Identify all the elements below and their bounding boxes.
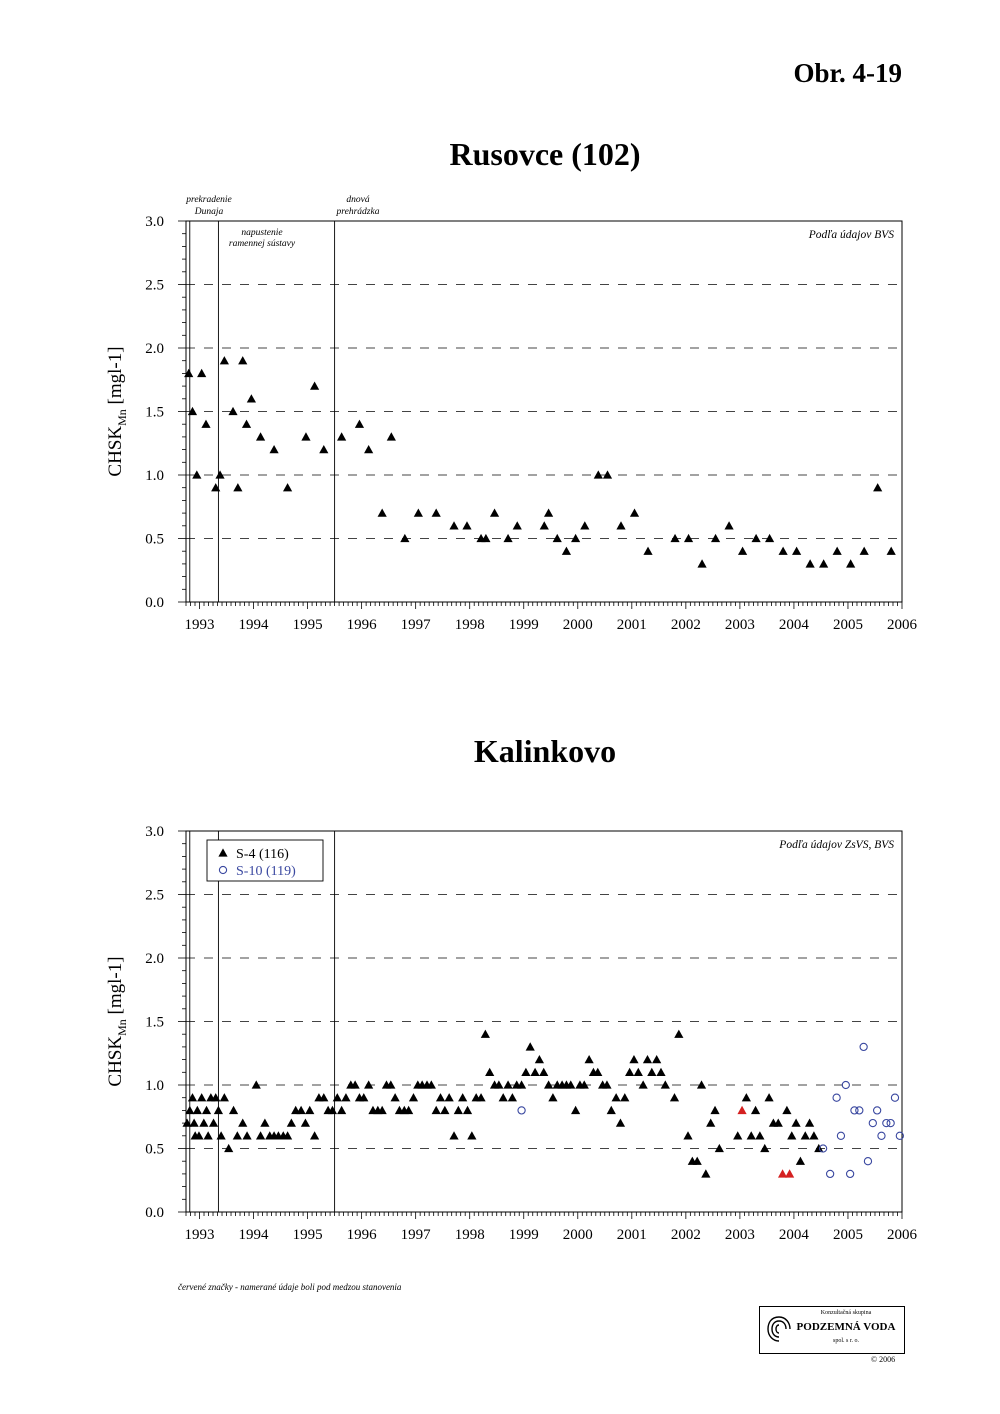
y-axis-label: $CHSK_{Mn}$ [mgl-1] [105,346,129,477]
data-point [620,1093,629,1101]
data-point [197,1093,206,1101]
data-point [860,547,869,555]
data-point [801,1131,810,1139]
data-point [454,1106,463,1114]
y-tick-label: 0.5 [145,1141,164,1158]
data-point [188,1093,197,1101]
chart-kalinkovo [0,800,1000,1270]
data-point [190,1119,199,1127]
source-note: Podľa údajov ZsVS, BVS [779,839,894,851]
data-point [337,1106,346,1114]
x-tick-label: 1997 [400,1227,431,1243]
x-tick-label: 2001 [616,1227,647,1243]
x-tick-label: 1998 [454,1227,485,1243]
x-tick-label: 1996 [346,617,377,633]
data-point [400,534,409,542]
data-point [462,521,471,529]
data-point [193,1106,202,1114]
data-point [440,1106,449,1114]
data-point [209,1119,218,1127]
x-tick-label: 1995 [292,617,323,633]
data-point [806,559,815,567]
data-point [697,559,706,567]
x-tick-label: 1993 [184,617,215,633]
y-tick-label: 1.5 [145,1014,164,1031]
data-point [301,432,310,440]
data-point [539,1068,548,1076]
data-point [337,432,346,440]
data-point [220,1093,229,1101]
x-tick-label: 1995 [292,1227,323,1243]
data-point [684,534,693,542]
data-point [467,1131,476,1139]
data-point [199,1119,208,1127]
data-point [860,1043,867,1050]
y-tick-label: 2.5 [145,887,164,904]
data-point [192,470,201,478]
data-point [197,369,206,377]
data-point [643,1055,652,1063]
data-point [856,1107,863,1114]
chart-title-rusovce: Rusovce (102) [449,136,641,172]
data-point [247,394,256,402]
data-point [229,1106,238,1114]
data-point [242,1131,251,1139]
data-point [585,1055,594,1063]
x-tick-label: 2000 [562,1227,593,1243]
data-point [785,1169,794,1177]
data-point [513,521,522,529]
x-tick-label: 1994 [238,617,269,633]
chart-rusovce [0,190,1000,660]
data-point [233,483,242,491]
data-point [715,1144,724,1152]
data-point [319,445,328,453]
legend-label: S-10 (119) [236,864,296,879]
y-tick-label: 0.0 [145,595,164,611]
data-point [378,509,387,517]
data-point [355,420,364,428]
data-point [571,1106,580,1114]
x-tick-label: 2005 [832,1227,863,1243]
x-tick-label: 2003 [724,1227,755,1243]
data-point [215,470,224,478]
event-label: ramennej sústavy [228,239,296,249]
data-point [656,1068,665,1076]
data-point [580,521,589,529]
data-point [887,1120,894,1127]
data-point [819,559,828,567]
data-point [792,547,801,555]
data-point [805,1119,814,1127]
y-tick-label: 3.0 [145,214,164,230]
data-point [260,1119,269,1127]
y-tick-label: 2.5 [145,277,164,294]
data-point [432,1106,441,1114]
y-tick-label: 1.0 [145,1078,164,1094]
data-point [661,1080,670,1088]
data-point [414,509,423,517]
data-point [333,1093,342,1101]
data-point [481,1030,490,1038]
event-label: prekradenie [186,195,232,205]
data-point [827,1170,834,1177]
x-tick-label: 2002 [670,617,701,633]
data-point [220,356,229,364]
data-point [202,1106,211,1114]
event-label: dnová [346,195,370,205]
x-tick-label: 2006 [887,1227,917,1243]
data-point [864,1158,871,1165]
x-tick-label: 1997 [400,617,431,633]
data-point [765,534,774,542]
data-point [747,1131,756,1139]
data-point [503,534,512,542]
data-point [711,534,720,542]
data-point [238,1119,247,1127]
logo-line-2: PODZEMNÁ VODA [796,1321,896,1333]
plot-frame [186,831,902,1212]
data-point [535,1055,544,1063]
data-point [706,1119,715,1127]
data-point [571,534,580,542]
data-point [364,445,373,453]
data-point [530,1068,539,1076]
y-tick-label: 0.0 [145,1205,164,1221]
y-tick-label: 3.0 [145,824,164,840]
data-point [787,1131,796,1139]
data-point [436,1093,445,1101]
x-tick-label: 1999 [508,1227,539,1243]
data-point [842,1081,849,1088]
data-point [733,1131,742,1139]
data-point [751,1106,760,1114]
data-point [283,483,292,491]
x-tick-label: 2000 [562,617,593,633]
data-point [710,1106,719,1114]
data-point [683,1131,692,1139]
data-point [301,1119,310,1127]
y-tick-label: 2.0 [145,951,164,967]
data-point [674,1030,683,1038]
data-point [269,445,278,453]
data-point [214,1106,223,1114]
data-point [305,1106,314,1114]
data-point [341,1093,350,1101]
data-point [724,521,733,529]
data-point [553,534,562,542]
plot-frame [186,221,902,602]
data-point [612,1093,621,1101]
data-point [874,1107,881,1114]
figure-label: Obr. 4-19 [793,58,902,88]
x-tick-label: 1994 [238,1227,269,1243]
data-point [211,483,220,491]
data-point [540,521,549,529]
data-point [764,1093,773,1101]
event-label: napustenie [241,228,283,238]
logo-emblem-icon [766,1315,792,1343]
data-point [233,1131,242,1139]
data-point [224,1144,233,1152]
data-point [616,521,625,529]
data-point [391,1093,400,1101]
data-point [833,547,842,555]
data-point [629,1055,638,1063]
x-tick-label: 2004 [778,617,809,633]
data-point [779,547,788,555]
data-point [485,1068,494,1076]
data-point [616,1119,625,1127]
data-point [228,407,237,415]
event-label: Dunaja [194,207,224,217]
data-point [310,1131,319,1139]
data-point [833,1094,840,1101]
data-point [594,470,603,478]
data-point [242,420,251,428]
footnote: červené značky - namerané údaje boli pod medzou stanovenia [178,1282,402,1292]
data-point [846,559,855,567]
data-point [670,534,679,542]
x-tick-label: 2002 [670,1227,701,1243]
data-point [544,509,553,517]
data-point [869,1120,876,1127]
y-tick-label: 2.0 [145,341,164,357]
data-point [503,1080,512,1088]
data-point [652,1055,661,1063]
data-point [521,1068,530,1076]
data-point [499,1093,508,1101]
data-point [607,1106,616,1114]
data-point [643,547,652,555]
data-point [751,534,760,542]
data-point [364,1080,373,1088]
x-tick-label: 1998 [454,617,485,633]
data-point [837,1132,844,1139]
data-point [760,1144,769,1152]
data-point [847,1170,854,1177]
data-point [562,547,571,555]
data-point [409,1093,418,1101]
data-point [755,1131,764,1139]
data-point [508,1093,517,1101]
data-point [490,509,499,517]
y-tick-label: 1.0 [145,468,164,484]
data-point [185,1106,194,1114]
company-logo [759,1306,905,1354]
data-point [184,369,193,377]
data-point [518,1107,525,1114]
data-point [891,1094,898,1101]
data-point [791,1119,800,1127]
y-tick-label: 0.5 [145,531,164,548]
data-point [887,547,896,555]
data-point [188,407,197,415]
data-point [463,1106,472,1114]
x-tick-label: 2001 [616,617,647,633]
data-point [256,432,265,440]
data-point [432,509,441,517]
data-point [256,1131,265,1139]
data-point [809,1131,818,1139]
x-tick-label: 2006 [887,617,917,633]
data-point [458,1093,467,1101]
data-point [449,521,458,529]
data-point [670,1093,679,1101]
source-note: Podľa údajov BVS [808,229,894,241]
y-axis-label: $CHSK_{Mn}$ [mgl-1] [105,956,129,1087]
data-point [878,1132,885,1139]
data-point [737,1106,746,1114]
x-tick-label: 1993 [184,1227,215,1243]
logo-line-3: spol. s r. o. [832,1338,859,1344]
data-point [449,1131,458,1139]
data-point [603,470,612,478]
data-point [639,1080,648,1088]
data-point [701,1169,710,1177]
data-point [217,1131,226,1139]
data-point [782,1106,791,1114]
data-point [526,1042,535,1050]
data-point [634,1068,643,1076]
data-point [548,1093,557,1101]
logo-line-1: Konzultačná skupina [820,1310,872,1316]
data-point [238,356,247,364]
data-point [310,382,319,390]
x-tick-label: 1996 [346,1227,377,1243]
data-point [738,547,747,555]
data-point [873,483,882,491]
data-point [647,1068,656,1076]
y-tick-label: 1.5 [145,404,164,421]
data-point [742,1093,751,1101]
data-point [625,1068,634,1076]
x-tick-label: 2004 [778,1227,809,1243]
data-point [201,420,210,428]
data-point [287,1119,296,1127]
legend-label: S-4 (116) [236,847,289,862]
data-point [630,509,639,517]
data-point [544,1080,553,1088]
data-point [796,1157,805,1165]
data-point [252,1080,261,1088]
chart-title-kalinkovo: Kalinkovo [473,733,617,769]
x-tick-label: 2003 [724,617,755,633]
data-point [445,1093,454,1101]
copyright: © 2006 [871,1355,896,1364]
x-tick-label: 2005 [832,617,863,633]
data-point [697,1080,706,1088]
data-point [387,432,396,440]
event-label: prehrádzka [336,207,380,217]
data-point [204,1131,213,1139]
x-tick-label: 1999 [508,617,539,633]
